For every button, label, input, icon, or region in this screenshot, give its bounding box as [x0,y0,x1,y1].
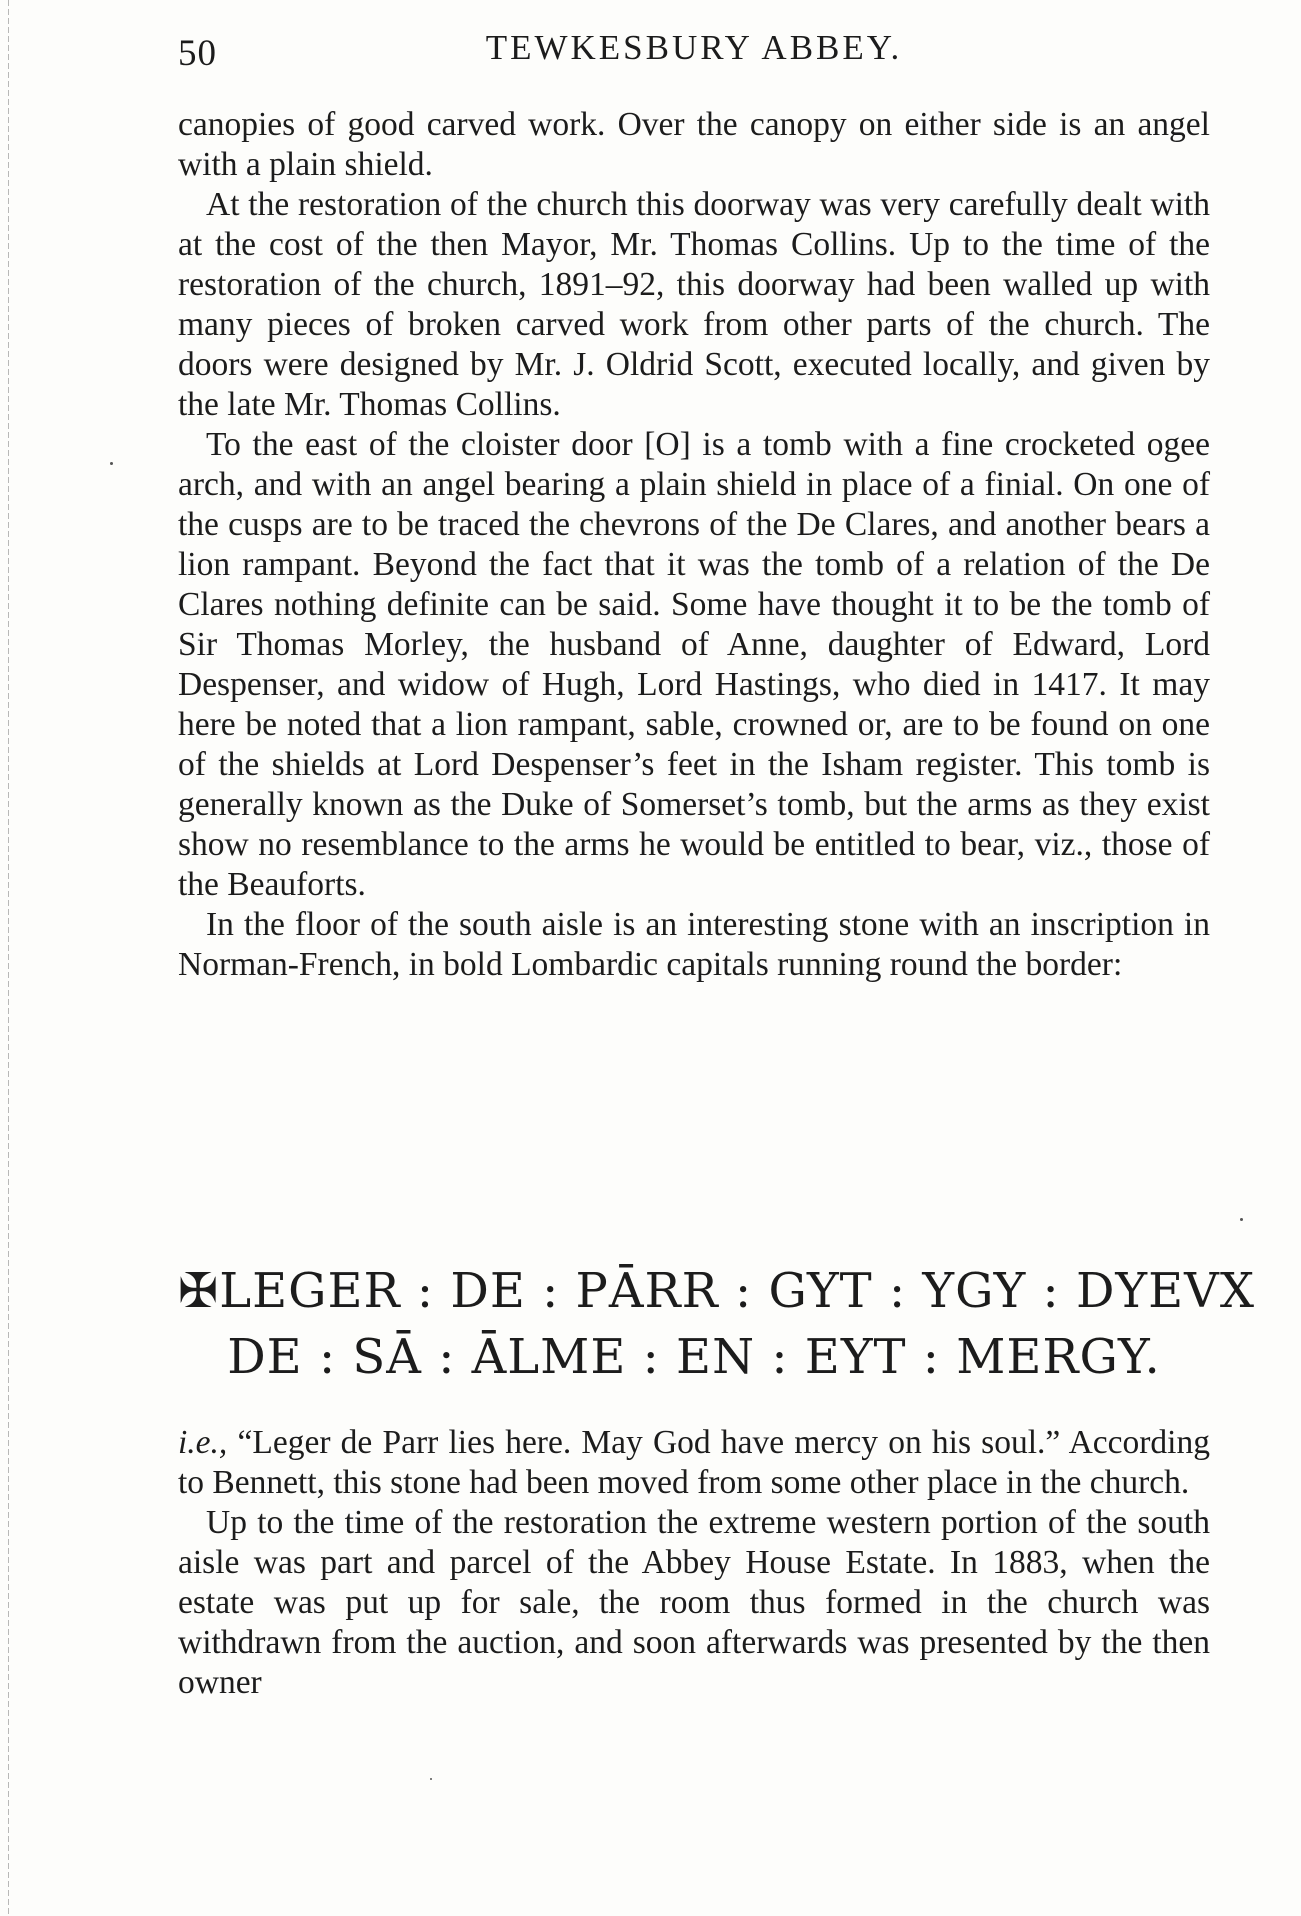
paragraph-restoration-doorway: At the restoration of the church this doorway was very carefully dealt with at the cost of the then Mayor, Mr. Thomas Collins. Up to the time of the restoration of the church, 1891–92, this doorway had been walled up with many pieces of broken carved work from other parts of the church. The doors were designed by Mr. J. Oldrid Scott, executed locally, and given by the late Mr. Thomas Collins. [178,186,1210,423]
scan-edge-rule [8,0,9,1916]
scan-speck [110,462,113,465]
body-text-upper [178,105,1210,985]
translation-text: “Leger de Parr lies here. May God have mercy on his soul.” According to Bennett, this stone had been moved from some other place in the church. [178,1424,1210,1501]
lombardic-inscription [178,1258,1255,1390]
running-title: TEWKESBURY ABBEY. [485,28,903,67]
scan-speck [1240,1218,1243,1221]
paragraph-abbey-house-estate: Up to the time of the restoration the extreme western portion of the south aisle was part and parcel of the Abbey House Estate. In 1883, when the estate was put up for sale, the room thus formed in the church was withdrawn from the auction, and soon afterwards was presented by the then owner [178,1504,1210,1701]
translation-prefix: i.e., [178,1424,228,1461]
page-header [178,22,1210,72]
scan-speck [430,1778,432,1780]
paragraph-south-aisle-stone: In the floor of the south aisle is an interesting stone with an inscription in Norman-French, in bold Lombardic capitals running round the border: [178,906,1210,983]
inscription-line-1: ✠LEGER : DE : PĀRR : GYT : YGY : DYEVX [178,1263,1255,1319]
page-number: 50 [178,33,217,74]
body-text-lower [178,1423,1210,1703]
paragraph-canopies: canopies of good carved work. Over the canopy on either side is an angel with a plain shield. [178,106,1210,183]
inscription-line-2: DE : SĀ : ĀLME : EN : EYT : MERGY. [227,1329,1161,1385]
paragraph-translation [178,1423,1210,1503]
paragraph-tomb-ogee-arch: To the east of the cloister door [O] is a tomb with a fine crocketed ogee arch, and with an angel bearing a plain shield in place of a finial. On one of the cusps are to be traced the chevrons of the De Clares, and another bears a lion rampant. Beyond the fact that it was the tomb of a relation of the De Clares nothing definite can be said. Some have thought it to be the tomb of Sir Thomas Morley, the husband of Anne, daughter of Edward, Lord Despenser, and widow of Hugh, Lord Hastings, who died in 1417. It may here be noted that a lion rampant, sable, crowned or, are to be found on one of the shields at Lord Despenser’s feet in the Isham register. This tomb is generally known as the Duke of Somerset’s tomb, but the arms as they exist show no resemblance to the arms he would be entitled to bear, viz., those of the Beauforts. [178,426,1210,903]
